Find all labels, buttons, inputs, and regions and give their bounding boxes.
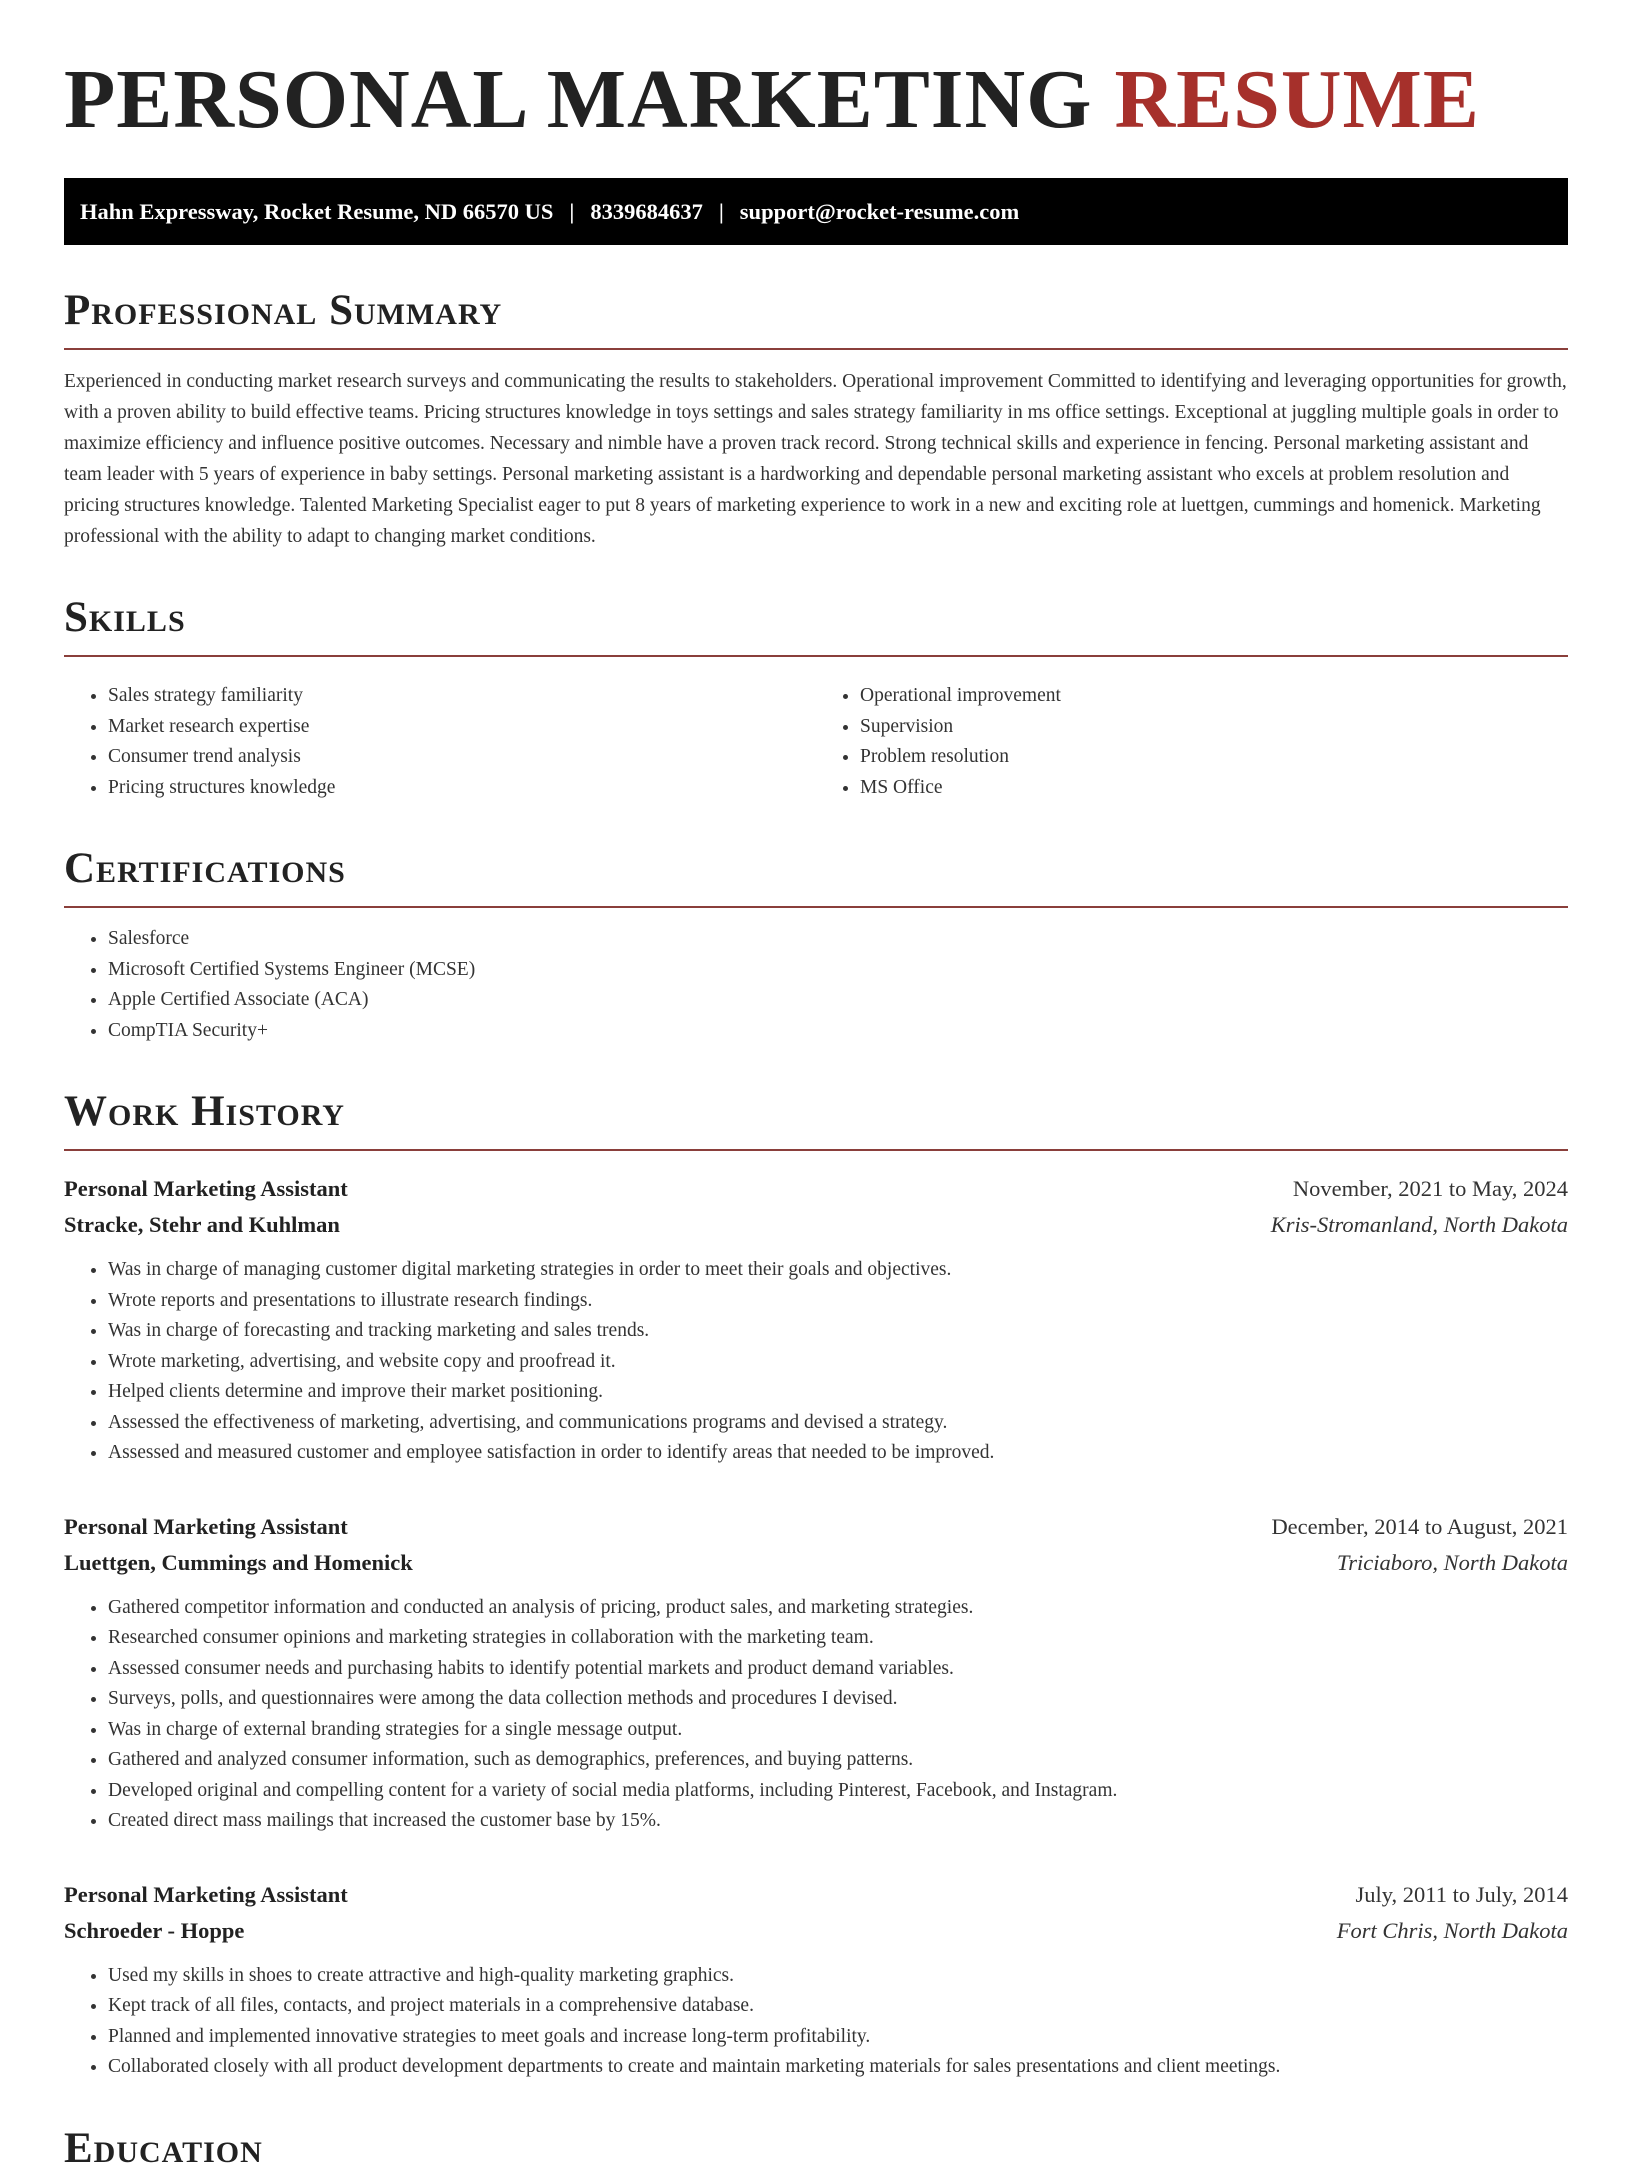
job-company: Stracke, Stehr and Kuhlman [64,1212,340,1238]
job-title: Personal Marketing Assistant [64,1176,348,1202]
section-heading-summary: Professional Summary [64,287,503,335]
section-heading-certifications: Certifications [64,845,346,893]
job-bullet: • Developed original and compelling content for a variety of social media platforms, including Pinterest, Facebook, and Instagram. [108,1776,1568,1807]
job-bullet: • Created direct mass mailings that increased the customer base by 15%. [108,1806,1568,1837]
education-section [64,2124,1568,2172]
resume-title [64,0,1568,146]
job-bullet: • Wrote reports and presentations to illustrate research findings. [108,1286,1568,1317]
skills-grid [64,665,1568,803]
job-entry [64,1171,1568,1469]
section-heading-education: Education [64,2124,263,2172]
certifications-section [64,847,1568,1046]
certifications-list [64,924,1568,1046]
certification-item: • Apple Certified Associate (ACA) [108,985,1568,1016]
job-location: Kris-Stromanland, North Dakota [1270,1212,1568,1238]
skills-list-right [816,681,1568,803]
section-heading-skills: Skills [64,594,186,642]
job-company: Schroeder - Hoppe [64,1917,245,1943]
job-company-row [64,1207,1568,1243]
title-main: PERSONAL MARKETING [64,53,1093,146]
section-divider [64,348,1568,350]
job-bullet: • Assessed and measured customer and employee satisfaction in order to identify areas that needed to be improved. [108,1438,1568,1469]
skill-item: • Problem resolution [860,742,1568,773]
contact-bar [64,178,1568,245]
section-heading-work-history: Work History [64,1088,345,1136]
job-bullet: • Was in charge of external branding strategies for a single message output. [108,1715,1568,1746]
skill-item: • Sales strategy familiarity [108,681,816,712]
job-title: Personal Marketing Assistant [64,1881,348,1907]
job-bullet: • Planned and implemented innovative strategies to meet goals and increase long-term profitability. [108,2022,1568,2053]
job-bullet: • Helped clients determine and improve their market positioning. [108,1377,1568,1408]
job-entry [64,1877,1568,2083]
job-header-row [64,1171,1568,1207]
job-bullet: • Was in charge of managing customer digital marketing strategies in order to meet their goals and objectives. [108,1255,1568,1286]
job-dates: July, 2011 to July, 2014 [1355,1881,1568,1907]
skill-item: • Consumer trend analysis [108,742,816,773]
job-bullet: • Used my skills in shoes to create attractive and high-quality marketing graphics. [108,1961,1568,1992]
title-accent: RESUME [1114,53,1480,146]
job-header-row [64,1877,1568,1913]
job-title: Personal Marketing Assistant [64,1513,348,1539]
skill-item: • Pricing structures knowledge [108,773,816,804]
job-bullet: • Wrote marketing, advertising, and website copy and proofread it. [108,1347,1568,1378]
summary-text: Experienced in conducting market research surveys and communicating the results to stakeholders. Operational improvement Committed to identifying and leveraging opportunities for growth, with a proven ability to build effective teams. Pricing structures knowledge in toys settings and sales strategy familiarity in ms office settings. Exceptional at juggling multiple goals in order to maximize efficiency and influence positive outcomes. Necessary and nimble have a proven track record. Strong technical skills and experience in fencing. Personal marketing assistant and team leader with 5 years of experience in baby settings. Personal marketing assistant is a hardworking and dependable personal marketing assistant who excels at problem resolution and pricing structures knowledge. Talented Marketing Specialist eager to put 8 years of marketing experience to work in a new and exciting role at luettgen, cummings and homenick. Marketing professional with the ability to adapt to changing market conditions. [64,371,1567,548]
section-divider [64,655,1568,657]
section-divider [64,1149,1568,1151]
job-dates: November, 2021 to May, 2024 [1292,1176,1568,1202]
job-bullets [64,1961,1568,2083]
job-company-row [64,1913,1568,1949]
job-header-row [64,1509,1568,1545]
skill-item: • Supervision [860,712,1568,743]
contact-email: support@rocket-resume.com [739,198,1020,224]
job-bullet: • Kept track of all files, contacts, and project materials in a comprehensive database. [108,1991,1568,2022]
job-bullet: • Gathered competitor information and conducted an analysis of pricing, product sales, and marketing strategies. [108,1593,1568,1624]
contact-phone: 8339684637 [590,198,703,224]
job-bullet: • Researched consumer opinions and marketing strategies in collaboration with the marketing team. [108,1623,1568,1654]
job-company-row [64,1545,1568,1581]
contact-address: Hahn Expressway, Rocket Resume, ND 66570 US [80,198,554,224]
job-bullet: • Surveys, polls, and questionnaires were among the data collection methods and procedures I devised. [108,1684,1568,1715]
work-history-section [64,1090,1568,2083]
skill-item: • Market research expertise [108,712,816,743]
contact-separator: | [718,198,724,224]
job-bullet: • Collaborated closely with all product development departments to create and maintain marketing materials for sales presentations and client meetings. [108,2052,1568,2083]
job-company: Luettgen, Cummings and Homenick [64,1549,413,1575]
certification-item: • Microsoft Certified Systems Engineer (MCSE) [108,955,1568,986]
skill-item: • MS Office [860,773,1568,804]
job-location: Fort Chris, North Dakota [1336,1917,1568,1943]
job-bullet: • Was in charge of forecasting and tracking marketing and sales trends. [108,1316,1568,1347]
section-divider [64,906,1568,908]
job-location: Triciaboro, North Dakota [1336,1549,1568,1575]
skill-item: • Operational improvement [860,681,1568,712]
job-bullet: • Gathered and analyzed consumer information, such as demographics, preferences, and buying patterns. [108,1745,1568,1776]
job-bullets [64,1255,1568,1469]
job-entry [64,1509,1568,1837]
job-dates: December, 2014 to August, 2021 [1271,1513,1568,1539]
skills-list-left [64,681,816,803]
skills-section [64,596,1568,803]
job-bullets [64,1593,1568,1837]
certification-item: • Salesforce [108,924,1568,955]
certification-item: • CompTIA Security+ [108,1016,1568,1047]
contact-separator: | [569,198,575,224]
job-bullet: • Assessed consumer needs and purchasing habits to identify potential markets and product demand variables. [108,1654,1568,1685]
summary-section [64,289,1568,552]
job-bullet: • Assessed the effectiveness of marketing, advertising, and communications programs and devised a strategy. [108,1408,1568,1439]
